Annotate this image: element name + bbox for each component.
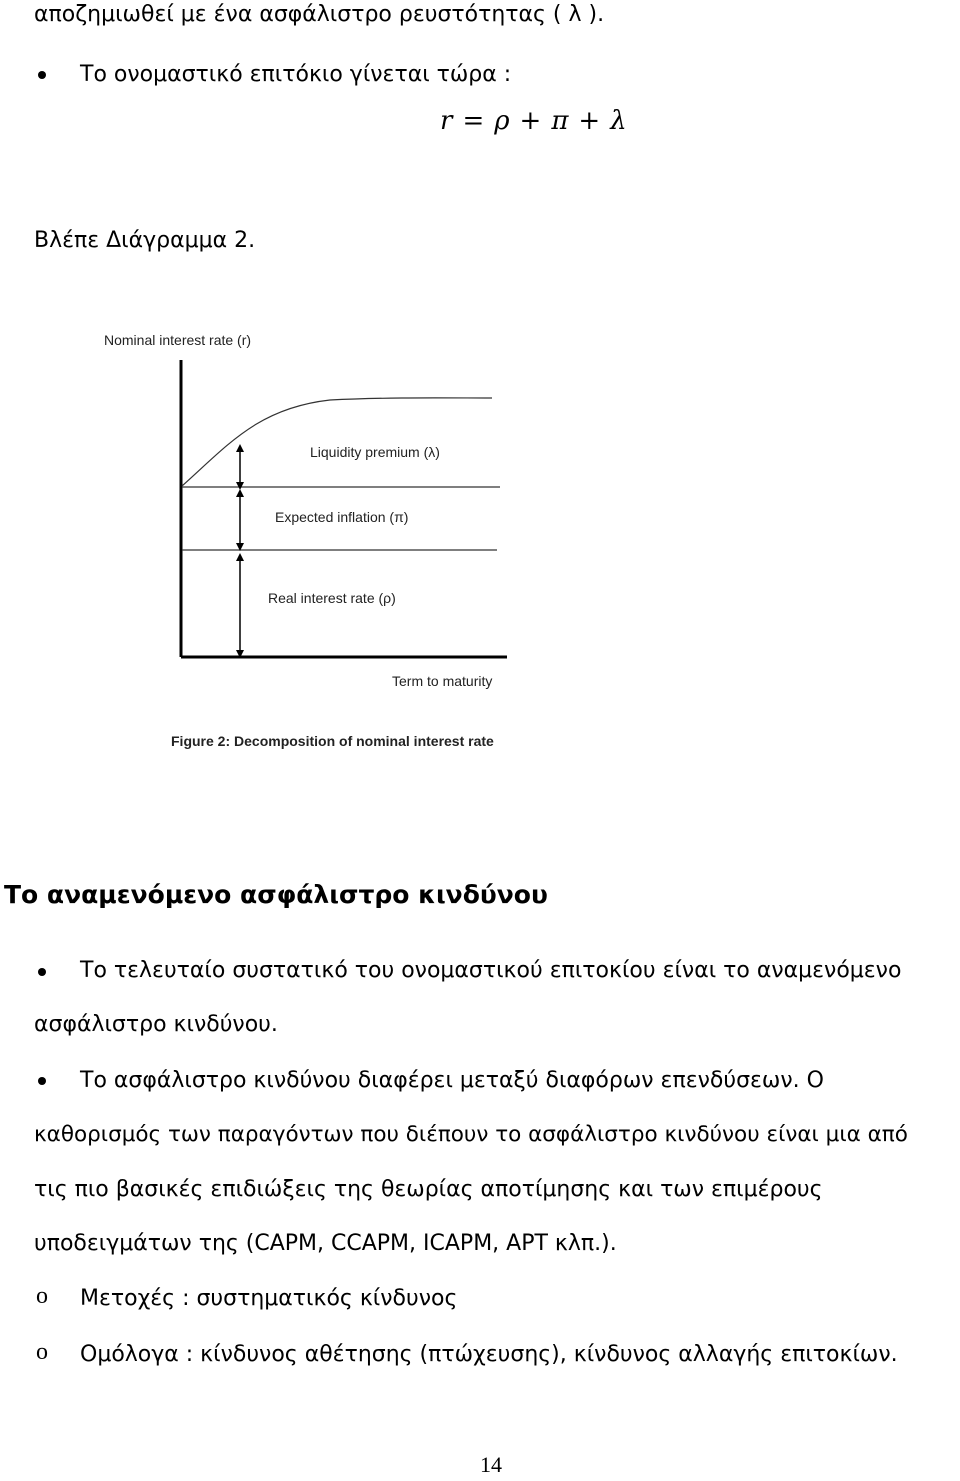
- y-axis-label: Nominal interest rate (r): [104, 332, 252, 348]
- eq-plus: +: [519, 106, 542, 136]
- sub-item-stocks: Μετοχές : συστηματικός κίνδυνος: [80, 1286, 458, 1311]
- real-rate-label: Real interest rate (ρ): [268, 590, 396, 606]
- expected-inflation-label: Expected inflation (π): [275, 509, 409, 525]
- paragraph-line: Το τελευταίο συστατικό του ονομαστικού επιτοκίου είναι το αναμενόμενο: [80, 958, 902, 983]
- eq-lambda: λ: [610, 106, 627, 136]
- x-axis-label: Term to maturity: [392, 673, 493, 689]
- liquidity-premium-label: Liquidity premium (λ): [310, 444, 440, 460]
- paragraph-line: υποδειγμάτων της (CAPM, CCAPM, ICAPM, APT κλπ.).: [34, 1231, 617, 1256]
- nominal-rate-curve: [182, 398, 492, 486]
- bullet-icon: [38, 1077, 46, 1085]
- sub-bullet-marker: ο: [36, 1339, 48, 1365]
- paragraph-line: τις πιο βασικές επιδιώξεις της θεωρίας αποτίμησης και των επιμέρους: [34, 1177, 823, 1202]
- see-diagram-text: Βλέπε Διάγραμμα 2.: [34, 228, 256, 253]
- bullet-icon: [38, 968, 46, 976]
- eq-equals: =: [462, 106, 485, 136]
- figure-caption: Figure 2: Decomposition of nominal interest rate: [171, 733, 494, 749]
- sub-item-bonds: Ομόλογα : κίνδυνος αθέτησης (πτώχευσης), κίνδυνος αλλαγής επιτοκίων.: [80, 1342, 898, 1367]
- eq-plus: +: [578, 106, 601, 136]
- section-heading: Το αναμενόμενο ασφάλιστρο κινδύνου: [4, 880, 548, 909]
- sub-bullet-marker: ο: [36, 1283, 48, 1309]
- intro-line: αποζημιωθεί με ένα ασφάλιστρο ρευστότητας ( λ ).: [34, 2, 605, 27]
- eq-r: r: [440, 106, 453, 136]
- eq-rho: ρ: [494, 106, 510, 136]
- paragraph-line: Το ασφάλιστρο κινδύνου διαφέρει μεταξύ διαφόρων επενδύσεων. Ο: [80, 1068, 824, 1093]
- paragraph-line: καθορισμός των παραγόντων που διέπουν το ασφάλιστρο κινδύνου είναι μια από: [34, 1122, 908, 1147]
- paragraph-line: ασφάλιστρο κινδύνου.: [34, 1012, 278, 1037]
- bullet-text-nominal-rate: Το ονομαστικό επιτόκιο γίνεται τώρα :: [80, 62, 512, 87]
- page-number: 14: [480, 1452, 502, 1477]
- eq-pi: π: [551, 106, 569, 136]
